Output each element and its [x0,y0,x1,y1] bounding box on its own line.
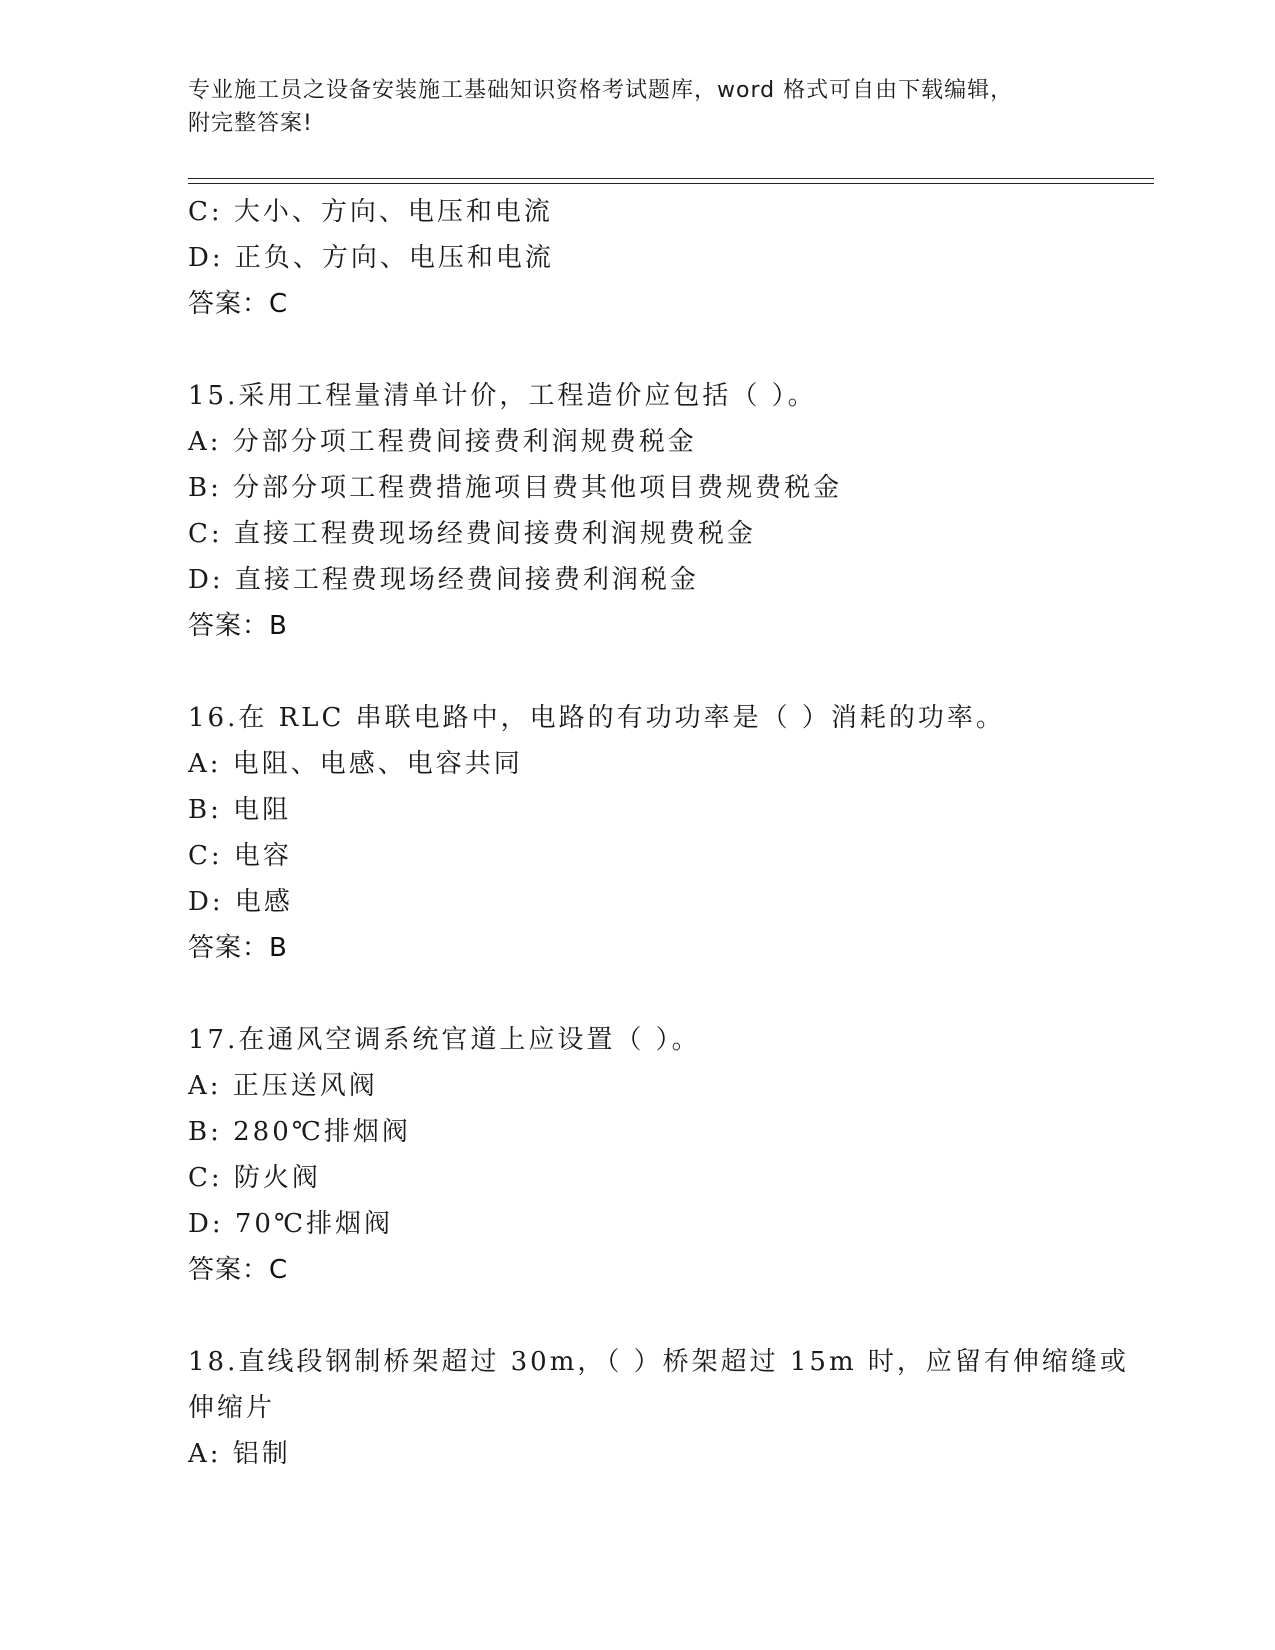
header-line-2: 附完整答案! [188,111,313,136]
option-d: D: 直接工程费现场经费间接费利润税金 [188,565,699,595]
spacer [188,1293,1148,1339]
question-stem: 15.采用工程量清单计价，工程造价应包括（ ）。 [188,381,817,411]
option-a: A: 分部分项工程费间接费利润规费税金 [188,427,697,457]
option-a: A: 电阻、电感、电容共同 [188,749,523,779]
option-c: C: 大小、方向、电压和电流 [188,197,553,227]
answer-line: 答案：C [188,1255,289,1285]
option-a: A: 正压送风阀 [188,1071,378,1101]
answer-line: 答案：B [188,611,288,641]
question-stem-line-2: 伸缩片 [188,1393,276,1423]
question-17 [188,1017,1148,1293]
question-list [188,189,1148,1477]
option-d: D: 70℃排烟阀 [188,1209,394,1239]
question-18 [188,1339,1148,1477]
document-header [188,74,1088,140]
header-divider [188,178,1154,184]
header-line-1: 专业施工员之设备安装施工基础知识资格考试题库，word 格式可自由下载编辑， [188,78,1014,103]
option-d: D: 正负、方向、电压和电流 [188,243,554,273]
option-a: A: 铝制 [188,1439,291,1469]
option-b: B: 280℃排烟阀 [188,1117,411,1147]
option-b: B: 分部分项工程费措施项目费其他项目费规费税金 [188,473,843,503]
option-b: B: 电阻 [188,795,292,825]
question-16 [188,695,1148,971]
answer-line: 答案：C [188,289,289,319]
question-stem: 17.在通风空调系统官道上应设置（ ）。 [188,1025,701,1055]
option-c: C: 电容 [188,841,292,871]
option-c: C: 防火阀 [188,1163,321,1193]
answer-line: 答案：B [188,933,288,963]
spacer [188,649,1148,695]
option-c: C: 直接工程费现场经费间接费利润规费税金 [188,519,756,549]
question-15 [188,373,1148,649]
question-stem: 16.在 RLC 串联电路中，电路的有功功率是（ ）消耗的功率。 [188,703,1005,733]
spacer [188,327,1148,373]
spacer [188,971,1148,1017]
question-stem-line-1: 18.直线段钢制桥架超过 30m，（ ）桥架超过 15m 时，应留有伸缩缝或 [188,1347,1129,1377]
question-14-continued [188,189,1148,327]
option-d: D: 电感 [188,887,293,917]
